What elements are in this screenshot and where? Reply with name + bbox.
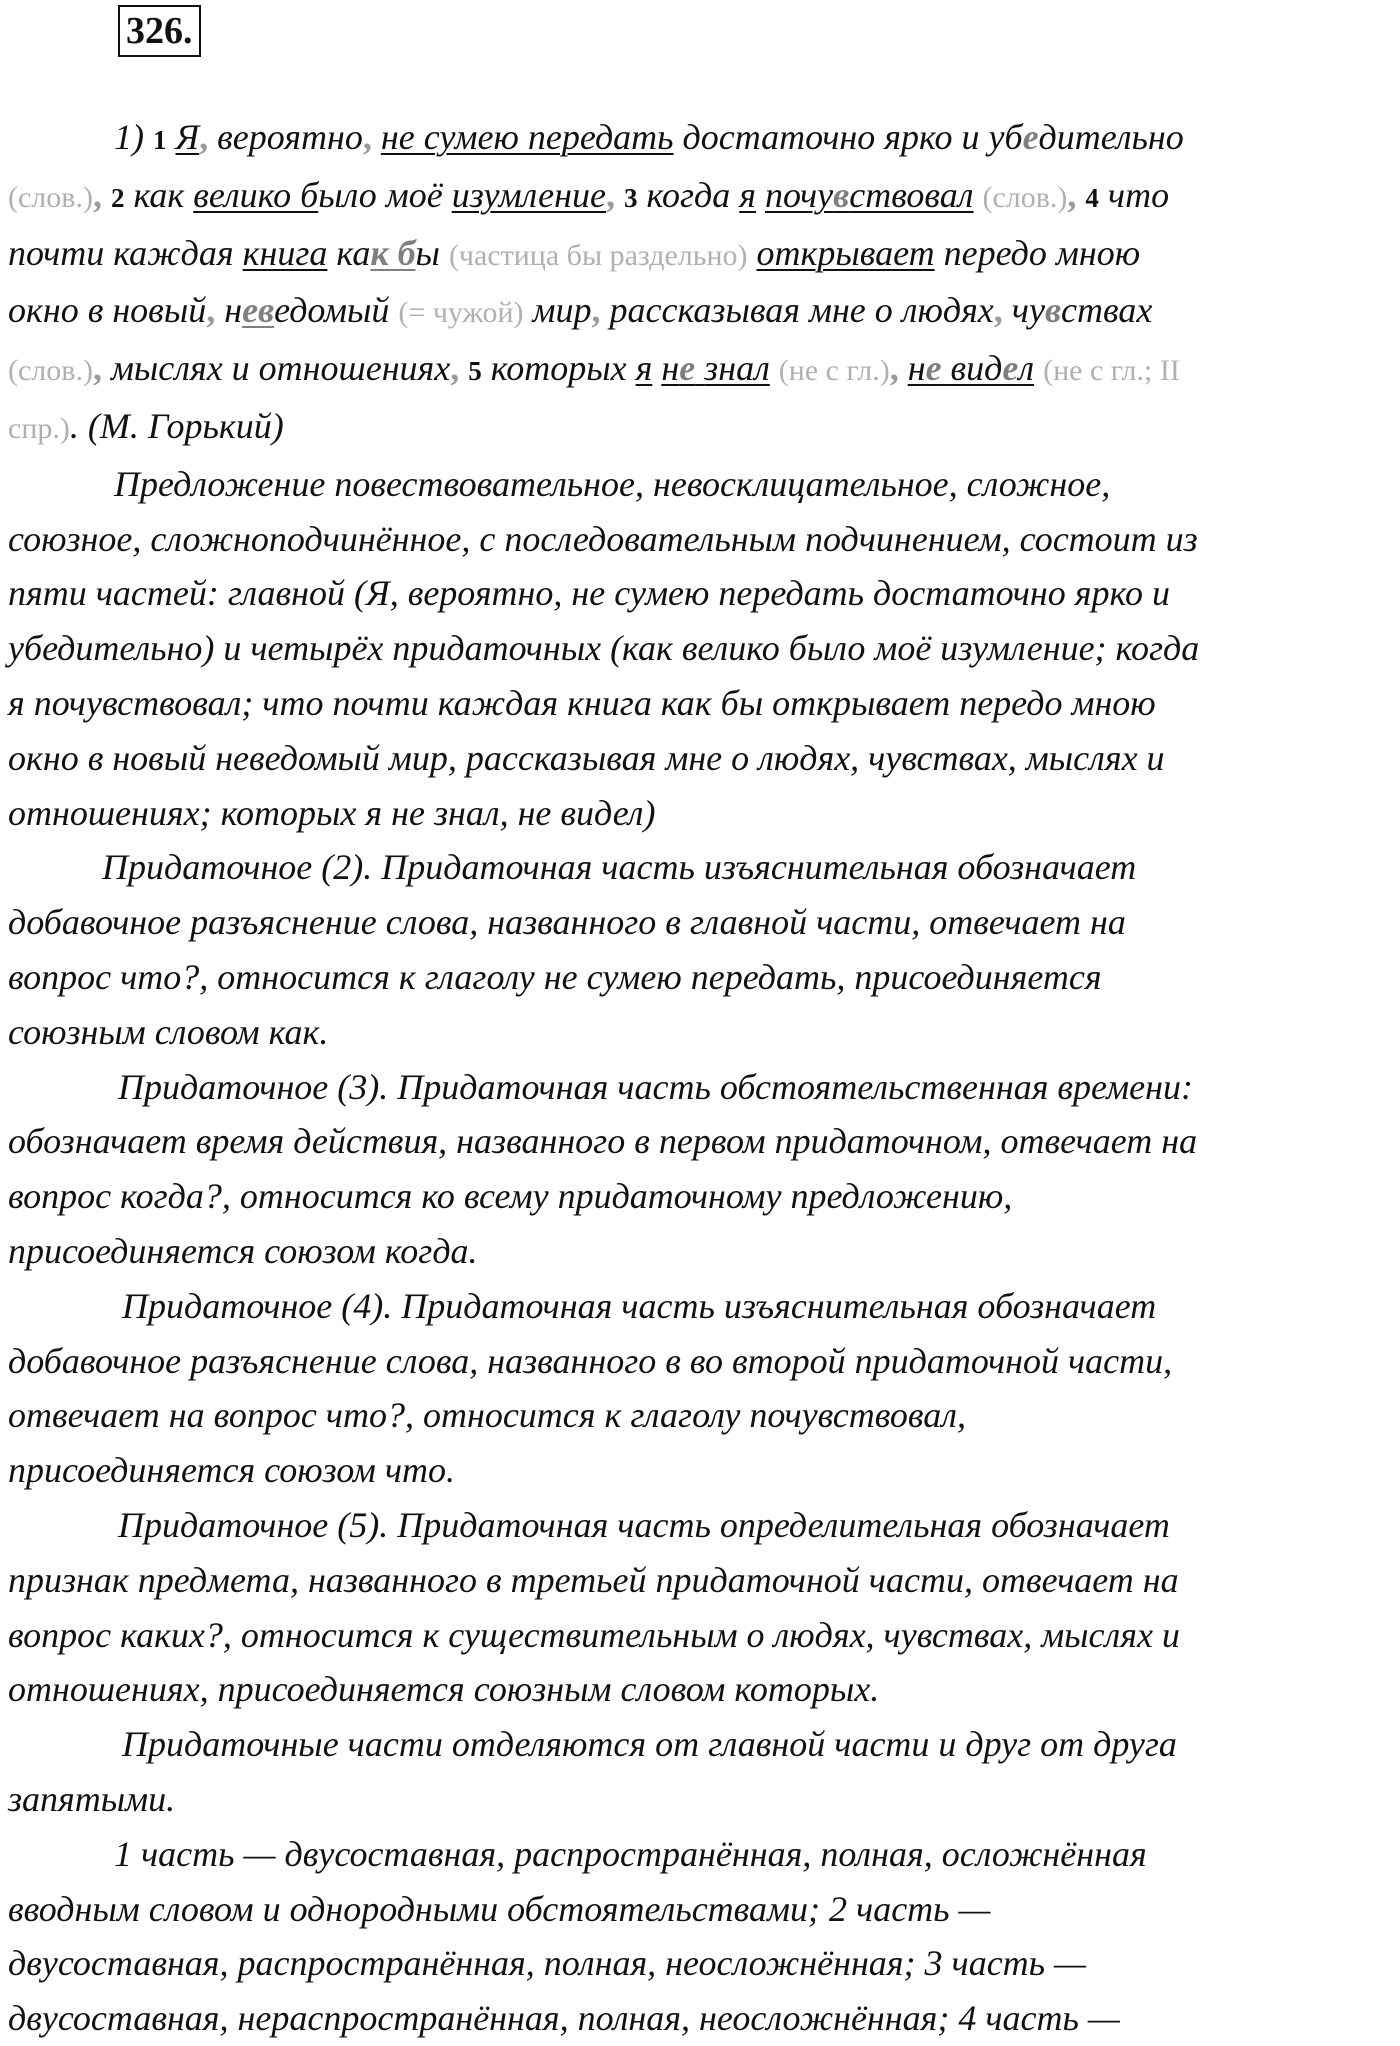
part-number: 2 bbox=[110, 182, 125, 213]
word-part: ка bbox=[336, 232, 371, 273]
sentence-line-6: спр.). (М. Горький) bbox=[8, 405, 284, 446]
analysis-line: я почувствовал; что почти каждая книга как бы открывает передо мною bbox=[8, 682, 1156, 723]
annotation: (не с гл.) bbox=[778, 354, 890, 388]
part-number: 1 bbox=[153, 125, 167, 155]
analysis-line: убедительно) и четырёх придаточных (как велико было моё изумление; когда bbox=[8, 628, 1200, 669]
predicate bbox=[661, 348, 769, 388]
annotation: спр.) bbox=[8, 411, 70, 445]
analysis-line: двусоставная, нераспространённая, полная, неосложнённая; 4 часть — bbox=[8, 1998, 1120, 2039]
word: мыслях и отношениях bbox=[110, 348, 451, 389]
analysis-line: вопрос когда?, относится ко всему придаточному предложению, bbox=[8, 1176, 1013, 1217]
word: окно в новый bbox=[8, 290, 207, 331]
author: (М. Горький) bbox=[87, 405, 284, 446]
analysis-line: присоединяется союзом что. bbox=[8, 1450, 455, 1491]
predicate: открывает bbox=[756, 232, 935, 273]
analysis-line: отношениях, присоединяется союзным словом которых. bbox=[8, 1669, 880, 1710]
analysis-line: добавочное разъяснение слова, названного в главной части, отвечает на bbox=[8, 902, 1126, 943]
analysis-line: 1 часть — двусоставная, распространённая, полная, осложнённая bbox=[114, 1833, 1147, 1874]
analysis-line: пяти частей: главной (Я, вероятно, не сумею передать достаточно ярко и bbox=[8, 573, 1170, 614]
word: дительно bbox=[1038, 117, 1184, 157]
exercise-text bbox=[8, 110, 1392, 2046]
word-part: едомый bbox=[274, 290, 390, 331]
analysis-line: союзным словом как. bbox=[8, 1011, 329, 1052]
word-part: н bbox=[907, 348, 926, 389]
analysis-line: отвечает на вопрос что?, относится к глаголу почувствовал, bbox=[8, 1395, 966, 1436]
sentence-line-5: (слов.), мыслях и отношениях, 5 которых я не знал (не с гл.), не видел (не с гл.; II bbox=[8, 348, 1180, 389]
sentence-line-1: 1) 1 Я, вероятно, не сумею передать достаточно ярко и убедительно bbox=[114, 117, 1184, 157]
subject: книга bbox=[242, 232, 328, 273]
part-number: 5 bbox=[468, 356, 482, 387]
sentence-line-2: (слов.), 2 как велико было моё изумление, 3 когда я почувствовал (слов.), 4 что bbox=[8, 174, 1170, 215]
word-part: почу bbox=[764, 174, 834, 215]
annotation: (частица бы раздельно) bbox=[448, 238, 748, 272]
predicate bbox=[908, 348, 1034, 388]
word: которых bbox=[490, 348, 627, 389]
annotation: (слов.) bbox=[8, 354, 93, 388]
analysis-line: отношениях; которых я не знал, не видел) bbox=[8, 792, 656, 833]
orthogram-letter: к б bbox=[370, 232, 416, 273]
analysis-line: добавочное разъяснение слова, названного в во второй придаточной части, bbox=[8, 1340, 1173, 1381]
word-part: ы bbox=[415, 232, 440, 273]
word-part: н bbox=[661, 348, 680, 389]
word: что bbox=[1107, 174, 1170, 215]
analysis-line: Придаточное (3). Придаточная часть обстоятельственная времени: bbox=[118, 1066, 1193, 1107]
word: когда bbox=[646, 174, 731, 215]
analysis-line: запятыми. bbox=[8, 1778, 176, 1819]
analysis-line: вводным словом и однородными обстоятельствами; 2 часть — bbox=[8, 1888, 991, 1929]
subject: я bbox=[739, 174, 756, 215]
analysis-line: присоединяется союзом когда. bbox=[8, 1230, 478, 1271]
subject: я bbox=[635, 348, 653, 389]
exercise-number: 326. bbox=[118, 5, 201, 57]
annotation: (слов.) bbox=[982, 180, 1068, 214]
analysis-line: двусоставная, распространённая, полная, неосложнённая; 3 часть — bbox=[8, 1943, 1087, 1984]
analysis-line: Придаточное (4). Придаточная часть изъяснительная обозначает bbox=[122, 1285, 1157, 1326]
analysis-line: союзное, сложноподчинённое, с последовательным подчинением, состоит из bbox=[8, 518, 1198, 559]
sentence-line-3 bbox=[8, 226, 1392, 284]
word: мир bbox=[532, 290, 592, 331]
word: передо мною bbox=[943, 232, 1141, 273]
word-part: ствовал bbox=[849, 174, 974, 215]
orthogram-letter: е bbox=[925, 348, 942, 389]
annotation: (не с гл.; II bbox=[1043, 354, 1180, 388]
orthogram-letter: е bbox=[1002, 348, 1019, 389]
word-part: вид bbox=[950, 348, 1003, 389]
word: достаточно ярко и уб bbox=[682, 117, 1023, 157]
subject: изумление bbox=[451, 174, 606, 215]
annotation: (слов.) bbox=[8, 180, 93, 214]
word: ыло моё bbox=[318, 174, 443, 215]
predicate: велико б bbox=[193, 174, 319, 215]
analysis-line: вопрос каких?, относится к существительным о людях, чувствах, мыслях и bbox=[8, 1614, 1180, 1655]
word-part: л bbox=[1018, 348, 1035, 389]
orthogram-letter: в bbox=[1044, 290, 1062, 331]
word-part: н bbox=[224, 290, 243, 331]
orthogram-letter: е bbox=[679, 348, 696, 389]
subject: Я bbox=[175, 117, 200, 157]
word-part: ствах bbox=[1061, 290, 1153, 331]
analysis-line: вопрос что?, относится к глаголу не сумею передать, присоединяется bbox=[8, 956, 1102, 997]
orthogram-letter: ев bbox=[242, 290, 275, 331]
analysis-line: Предложение повествовательное, невосклицательное, сложное, bbox=[114, 463, 1111, 504]
item-label: 1) bbox=[114, 117, 153, 157]
analysis-line: Придаточные части отделяются от главной части и друг от друга bbox=[122, 1724, 1177, 1765]
predicate bbox=[765, 175, 974, 215]
orthogram-letter: в bbox=[833, 174, 850, 215]
analysis-line: признак предмета, названного в третьей придаточной части, отвечает на bbox=[8, 1559, 1179, 1600]
word: как bbox=[133, 174, 185, 215]
word-part: чу bbox=[1011, 290, 1045, 331]
word: рассказывая мне о людях bbox=[609, 290, 994, 331]
predicate: не сумею передать bbox=[380, 117, 674, 157]
analysis-line: Придаточное (2). Придаточная часть изъяснительная обозначает bbox=[102, 847, 1137, 888]
analysis-line: окно в новый неведомый мир, рассказывая мне о людях, чувствах, мыслях и bbox=[8, 737, 1165, 778]
word: почти каждая bbox=[8, 232, 234, 273]
sentence-line-4: окно в новый, неведомый (= чужой) мир, рассказывая мне о людях, чувствах bbox=[8, 290, 1153, 331]
analysis-line: обозначает время действия, названного в первом придаточном, отвечает на bbox=[8, 1121, 1198, 1162]
annotation: (= чужой) bbox=[398, 296, 524, 330]
word: вероятно bbox=[217, 117, 363, 157]
part-number: 3 bbox=[623, 182, 638, 213]
analysis-line: Придаточное (5). Придаточная часть определительная обозначает bbox=[118, 1504, 1170, 1545]
part-number: 4 bbox=[1085, 182, 1099, 213]
word-part: знал bbox=[704, 348, 770, 389]
orthogram-letter: е bbox=[1022, 117, 1039, 157]
